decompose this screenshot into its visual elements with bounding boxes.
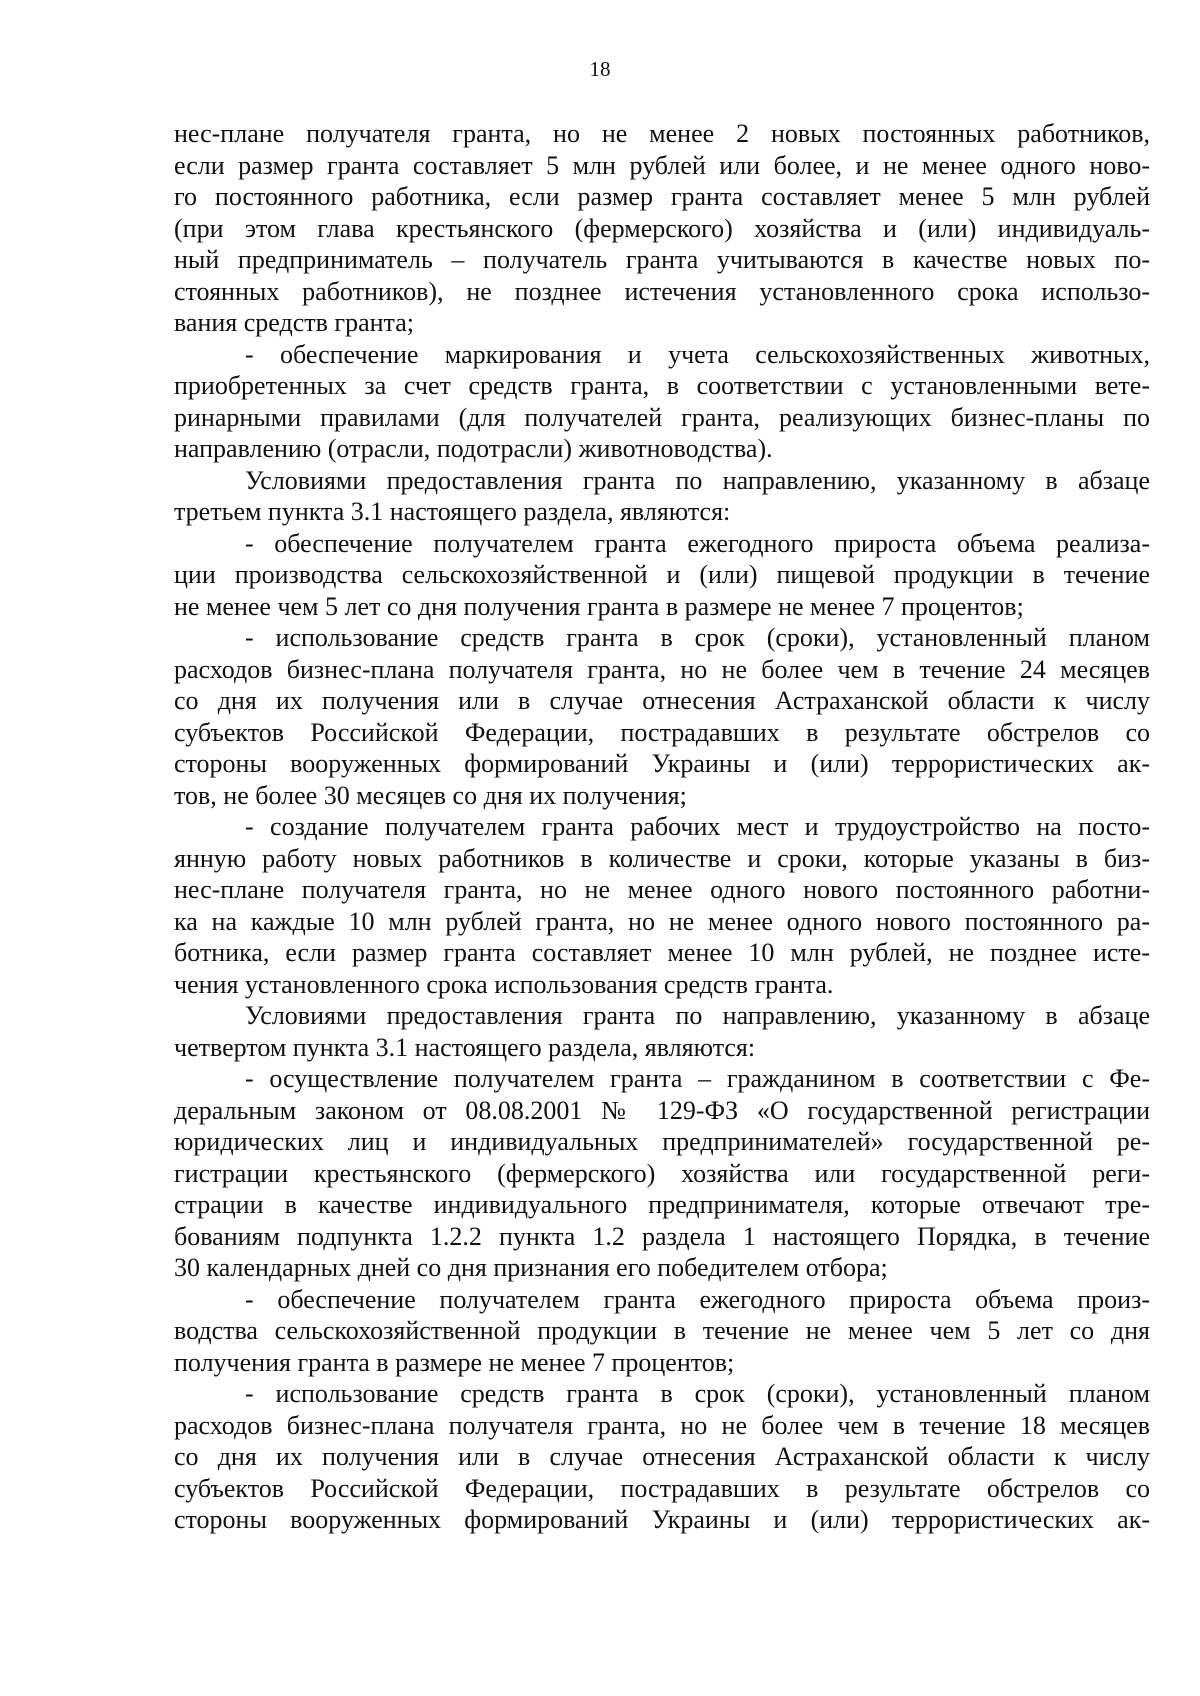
text-line: 30 календарных дней со дня признания его победителем отбора; [174, 1253, 888, 1282]
document-body [174, 118, 1150, 1536]
text-line: - обеспечение получателем гранта ежегодного прироста объема реализа- [245, 528, 1150, 558]
text-line: Условиями предоставления гранта по направлению, указанному в абзаце [245, 1001, 1150, 1030]
text-line: третьем пункта 3.1 настоящего раздела, являются: [174, 497, 731, 526]
paragraph [174, 1063, 1150, 1284]
text-line: - обеспечение маркирования и учета сельскохозяйственных животных, [245, 339, 1150, 369]
text-line: тов, не более 30 месяцев со дня их получения; [174, 780, 687, 810]
text-line: (при этом глава крестьянского (фермерского) хозяйства и (или) индивидуаль- [174, 213, 1150, 243]
text-line: стоянных работников), не позднее истечения установленного срока использо- [174, 276, 1150, 306]
text-line: если размер гранта составляет 5 млн рублей или более, и не менее одного ново- [174, 150, 1150, 180]
text-line: ринарными правилами (для получателей гранта, реализующих бизнес-планы по [174, 402, 1150, 432]
text-line: страции в качестве индивидуального предпринимателя, которые отвечают тре- [174, 1190, 1150, 1219]
text-line: получения гранта в размере не менее 7 процентов; [174, 1347, 735, 1377]
text-line: расходов бизнес-плана получателя гранта, но не более чем в течение 18 месяцев [174, 1410, 1150, 1440]
paragraph [174, 622, 1150, 811]
text-line: юридических лиц и индивидуальных предпринимателей» государственной ре- [174, 1127, 1150, 1156]
text-line: не менее чем 5 лет со дня получения гранта в размере не менее 7 процентов; [174, 591, 1024, 621]
text-line: Условиями предоставления гранта по направлению, указанному в абзаце [245, 465, 1150, 495]
text-line: - осуществление получателем гранта – гражданином в соответствии с Фе- [245, 1064, 1150, 1093]
text-line: субъектов Российской Федерации, пострадавших в результате обстрелов со [174, 717, 1150, 747]
text-line: ции производства сельскохозяйственной и (или) пищевой продукции в течение [174, 560, 1150, 589]
text-line: субъектов Российской Федерации, пострадавших в результате обстрелов со [174, 1473, 1150, 1503]
text-line: гистрации крестьянского (фермерского) хозяйства или государственной реги- [174, 1158, 1150, 1188]
text-line: расходов бизнес-плана получателя гранта, но не более чем в течение 24 месяцев [174, 654, 1150, 684]
paragraph [174, 811, 1150, 1000]
text-line: водства сельскохозяйственной продукции в течение не менее чем 5 лет со дня [174, 1316, 1150, 1345]
text-line: стороны вооруженных формирований Украины и (или) террористических ак- [174, 1505, 1150, 1534]
paragraph [174, 339, 1150, 465]
text-line: - обеспечение получателем гранта ежегодного прироста объема произ- [245, 1284, 1150, 1314]
text-line: вания средств гранта; [174, 308, 414, 337]
text-line: ка на каждые 10 млн рублей гранта, но не менее одного нового постоянного ра- [174, 906, 1150, 936]
paragraph [174, 1000, 1150, 1063]
paragraph [174, 528, 1150, 623]
text-line: со дня их получения или в случае отнесения Астраханской области к числу [174, 686, 1150, 715]
text-line: деральным законом от 08.08.2001 № 129-ФЗ «О государственной регистрации [174, 1095, 1150, 1125]
text-line: ный предприниматель – получатель гранта учитываются в качестве новых по- [174, 245, 1150, 274]
text-line: го постоянного работника, если размер гранта составляет менее 5 млн рублей [174, 182, 1150, 211]
text-line: приобретенных за счет средств гранта, в соответствии с установленными вете- [174, 371, 1150, 400]
text-line: - использование средств гранта в срок (сроки), установленный планом [245, 1379, 1150, 1408]
text-line: нес-плане получателя гранта, но не менее 2 новых постоянных работников, [174, 119, 1150, 148]
text-line: - создание получателем гранта рабочих мест и трудоустройство на посто- [245, 812, 1150, 841]
paragraph [174, 118, 1150, 339]
text-line: янную работу новых работников в количестве и сроки, которые указаны в биз- [174, 843, 1150, 873]
paragraph [174, 1378, 1150, 1536]
text-line: - использование средств гранта в срок (сроки), установленный планом [245, 623, 1150, 652]
page-number: 18 [589, 57, 611, 81]
text-line: чения установленного срока использования средств гранта. [174, 969, 834, 999]
text-line: бованиям подпункта 1.2.2 пункта 1.2 раздела 1 настоящего Порядка, в течение [174, 1221, 1150, 1251]
text-line: нес-плане получателя гранта, но не менее одного нового постоянного работни- [174, 875, 1150, 904]
paragraph [174, 1284, 1150, 1379]
text-line: стороны вооруженных формирований Украины и (или) террористических ак- [174, 749, 1150, 778]
text-line: со дня их получения или в случае отнесения Астраханской области к числу [174, 1442, 1150, 1471]
text-line: направлению (отрасли, подотрасли) животноводства). [174, 434, 773, 463]
text-line: ботника, если размер гранта составляет менее 10 млн рублей, не позднее исте- [174, 938, 1150, 967]
paragraph [174, 465, 1150, 528]
text-line: четвертом пункта 3.1 настоящего раздела, являются: [174, 1032, 756, 1062]
